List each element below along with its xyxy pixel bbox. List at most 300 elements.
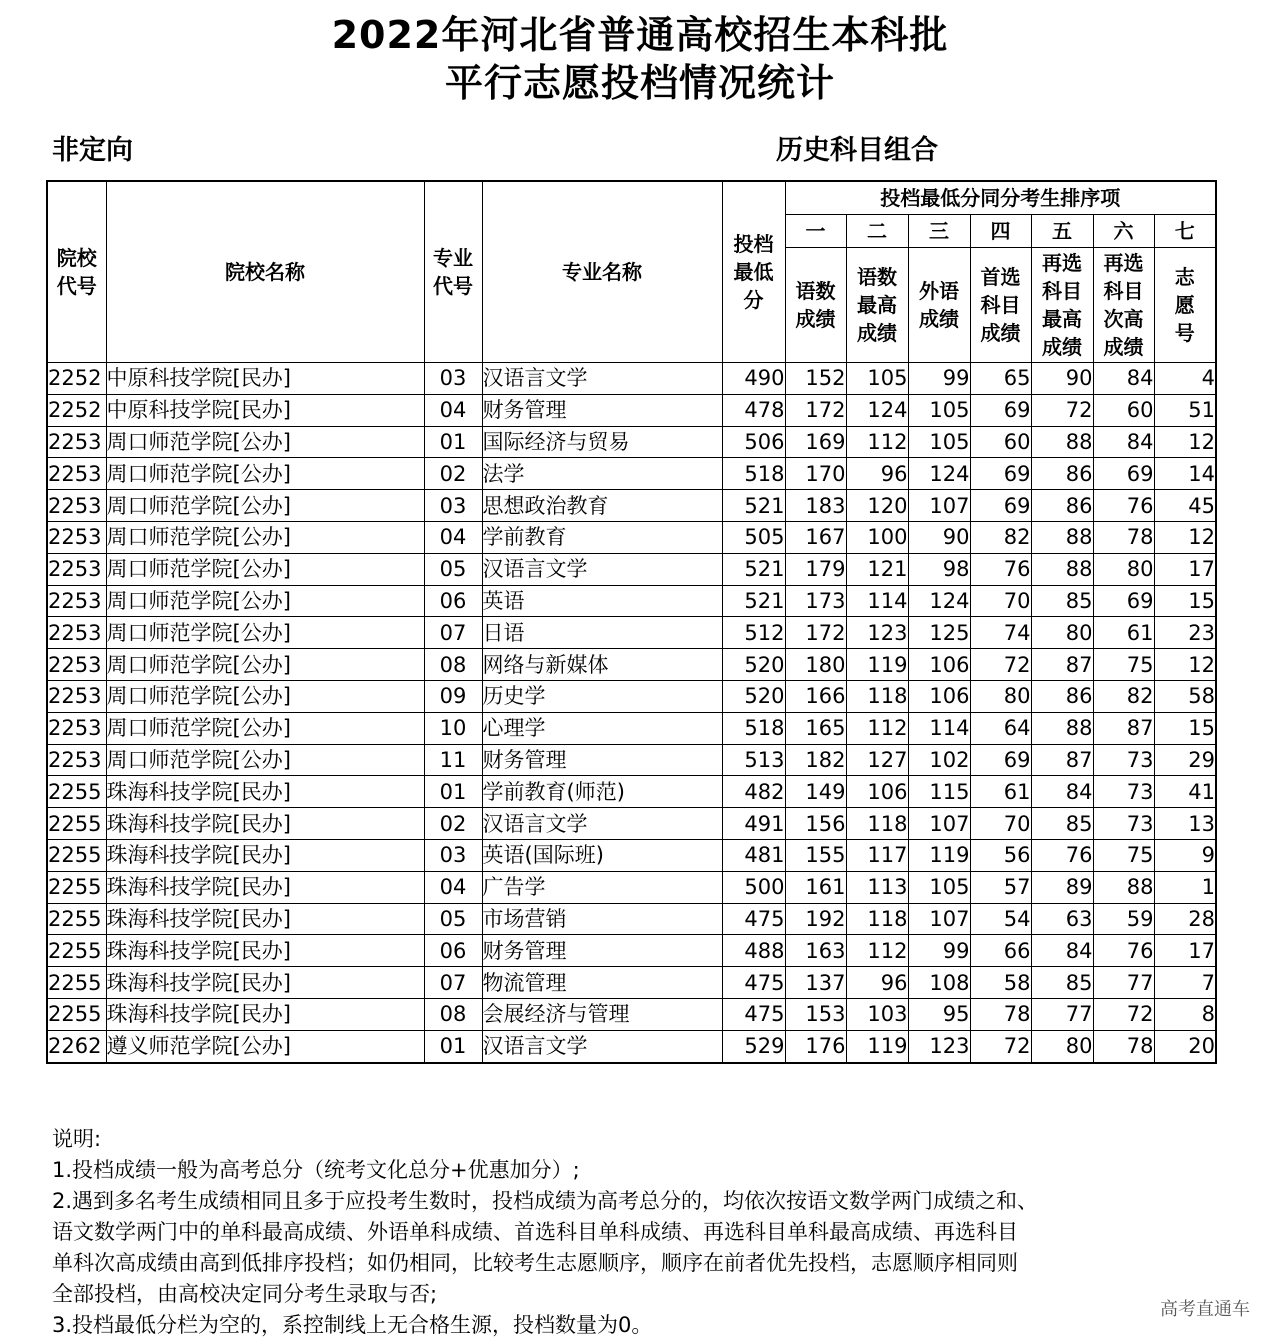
cell-school-code: 2255 — [47, 903, 106, 935]
cell-tiebreak-2: 124 — [846, 394, 908, 426]
cell-tiebreak-7: 12 — [1154, 426, 1216, 458]
cell-min-score: 481 — [722, 839, 785, 871]
cell-tiebreak-2: 118 — [846, 903, 908, 935]
cell-major-name: 汉语言文学 — [482, 808, 722, 840]
cell-tiebreak-7: 23 — [1154, 617, 1216, 649]
header-major-name: 专业名称 — [482, 181, 722, 363]
cell-tiebreak-6: 73 — [1093, 744, 1154, 776]
cell-school-name: 珠海科技学院[民办] — [106, 776, 424, 808]
cell-school-name: 遵义师范学院[公办] — [106, 1030, 424, 1062]
header-ordinal: 二 — [846, 215, 908, 248]
cell-min-score: 488 — [722, 935, 785, 967]
cell-tiebreak-4: 74 — [970, 617, 1031, 649]
cell-tiebreak-1: 156 — [785, 808, 846, 840]
cell-tiebreak-2: 119 — [846, 649, 908, 681]
header-school-code — [47, 181, 106, 363]
cell-major-code: 08 — [424, 998, 482, 1030]
cell-school-code: 2253 — [47, 490, 106, 522]
cell-tiebreak-7: 51 — [1154, 394, 1216, 426]
cell-tiebreak-6: 80 — [1093, 553, 1154, 585]
cell-tiebreak-2: 112 — [846, 935, 908, 967]
cell-major-code: 03 — [424, 839, 482, 871]
cell-tiebreak-1: 183 — [785, 490, 846, 522]
title-line-2: 平行志愿投档情况统计 — [444, 61, 835, 105]
cell-tiebreak-7: 15 — [1154, 585, 1216, 617]
cell-tiebreak-6: 75 — [1093, 649, 1154, 681]
cell-tiebreak-3: 123 — [908, 1030, 970, 1062]
cell-major-code: 02 — [424, 458, 482, 490]
cell-tiebreak-7: 29 — [1154, 744, 1216, 776]
cell-min-score: 512 — [722, 617, 785, 649]
cell-min-score: 521 — [722, 553, 785, 585]
table-row — [47, 585, 1216, 617]
cell-min-score: 520 — [722, 680, 785, 712]
header-school-code-text: 院校代号 — [56, 246, 97, 298]
cell-school-name: 周口师范学院[公办] — [106, 490, 424, 522]
cell-major-code: 08 — [424, 649, 482, 681]
cell-major-name: 日语 — [482, 617, 722, 649]
cell-school-name: 中原科技学院[民办] — [106, 394, 424, 426]
table-row — [47, 935, 1216, 967]
cell-tiebreak-5: 87 — [1031, 744, 1093, 776]
cell-school-code: 2253 — [47, 712, 106, 744]
cell-tiebreak-3: 119 — [908, 839, 970, 871]
cell-tiebreak-7: 9 — [1154, 839, 1216, 871]
cell-tiebreak-4: 65 — [970, 363, 1031, 395]
note-line: 1.投档成绩一般为高考总分（统考文化总分+优惠加分）; — [52, 1158, 580, 1182]
cell-tiebreak-4: 57 — [970, 871, 1031, 903]
table-row — [47, 617, 1216, 649]
cell-tiebreak-5: 89 — [1031, 871, 1093, 903]
cell-tiebreak-1: 149 — [785, 776, 846, 808]
cell-tiebreak-3: 102 — [908, 744, 970, 776]
cell-school-name: 周口师范学院[公办] — [106, 585, 424, 617]
cell-school-code: 2255 — [47, 839, 106, 871]
cell-school-name: 珠海科技学院[民办] — [106, 998, 424, 1030]
cell-tiebreak-6: 69 — [1093, 585, 1154, 617]
cell-tiebreak-4: 66 — [970, 935, 1031, 967]
cell-tiebreak-7: 58 — [1154, 680, 1216, 712]
cell-school-name: 周口师范学院[公办] — [106, 553, 424, 585]
cell-tiebreak-2: 120 — [846, 490, 908, 522]
cell-major-code: 05 — [424, 903, 482, 935]
cell-tiebreak-5: 85 — [1031, 585, 1093, 617]
cell-tiebreak-3: 125 — [908, 617, 970, 649]
table-row — [47, 744, 1216, 776]
cell-tiebreak-1: 182 — [785, 744, 846, 776]
cell-tiebreak-2: 119 — [846, 1030, 908, 1062]
notes — [52, 1124, 1232, 1341]
cell-tiebreak-4: 58 — [970, 967, 1031, 999]
cell-school-name: 周口师范学院[公办] — [106, 426, 424, 458]
cell-school-name: 周口师范学院[公办] — [106, 458, 424, 490]
cell-min-score: 475 — [722, 903, 785, 935]
header-tiebreak-item — [908, 248, 970, 363]
cell-tiebreak-4: 76 — [970, 553, 1031, 585]
cell-tiebreak-2: 112 — [846, 712, 908, 744]
cell-school-name: 周口师范学院[公办] — [106, 680, 424, 712]
cell-tiebreak-6: 61 — [1093, 617, 1154, 649]
cell-major-code: 01 — [424, 1030, 482, 1062]
cell-tiebreak-2: 112 — [846, 426, 908, 458]
cell-major-code: 03 — [424, 363, 482, 395]
cell-tiebreak-6: 77 — [1093, 967, 1154, 999]
cell-tiebreak-2: 117 — [846, 839, 908, 871]
table-row — [47, 1030, 1216, 1062]
title-line-1: 2022年河北省普通高校招生本科批 — [331, 13, 949, 57]
cell-major-name: 心理学 — [482, 712, 722, 744]
header-school-name: 院校名称 — [106, 181, 424, 363]
cell-tiebreak-5: 87 — [1031, 649, 1093, 681]
cell-tiebreak-3: 107 — [908, 490, 970, 522]
table-row — [47, 808, 1216, 840]
cell-major-code: 01 — [424, 776, 482, 808]
cell-tiebreak-1: 170 — [785, 458, 846, 490]
cell-tiebreak-1: 167 — [785, 521, 846, 553]
cell-school-code: 2252 — [47, 394, 106, 426]
cell-major-name: 财务管理 — [482, 935, 722, 967]
cell-min-score: 505 — [722, 521, 785, 553]
cell-major-code: 06 — [424, 585, 482, 617]
cell-school-name: 珠海科技学院[民办] — [106, 839, 424, 871]
cell-school-code: 2253 — [47, 521, 106, 553]
cell-min-score: 520 — [722, 649, 785, 681]
cell-tiebreak-6: 88 — [1093, 871, 1154, 903]
cell-tiebreak-6: 87 — [1093, 712, 1154, 744]
header-tiebreak-item — [1154, 248, 1216, 363]
table-row — [47, 871, 1216, 903]
cell-school-code: 2253 — [47, 585, 106, 617]
cell-school-name: 周口师范学院[公办] — [106, 521, 424, 553]
table-row — [47, 458, 1216, 490]
cell-tiebreak-4: 80 — [970, 680, 1031, 712]
cell-tiebreak-6: 73 — [1093, 808, 1154, 840]
cell-min-score: 521 — [722, 490, 785, 522]
cell-tiebreak-2: 96 — [846, 458, 908, 490]
cell-tiebreak-3: 124 — [908, 585, 970, 617]
cell-school-code: 2253 — [47, 553, 106, 585]
cell-tiebreak-2: 127 — [846, 744, 908, 776]
table-row — [47, 680, 1216, 712]
cell-tiebreak-3: 98 — [908, 553, 970, 585]
note-line: 语文数学两门中的单科最高成绩、外语单科成绩、首选科目单科成绩、再选科目单科最高成绩、再选科目 — [52, 1220, 1018, 1244]
cell-min-score: 506 — [722, 426, 785, 458]
cell-tiebreak-1: 166 — [785, 680, 846, 712]
cell-tiebreak-5: 88 — [1031, 521, 1093, 553]
table-row — [47, 363, 1216, 395]
table-row — [47, 839, 1216, 871]
cell-tiebreak-2: 114 — [846, 585, 908, 617]
cell-school-code: 2253 — [47, 617, 106, 649]
cell-tiebreak-6: 82 — [1093, 680, 1154, 712]
cell-tiebreak-1: 180 — [785, 649, 846, 681]
table-body — [47, 363, 1216, 1063]
cell-major-code: 10 — [424, 712, 482, 744]
cell-tiebreak-4: 78 — [970, 998, 1031, 1030]
cell-major-name: 广告学 — [482, 871, 722, 903]
cell-tiebreak-3: 90 — [908, 521, 970, 553]
cell-min-score: 518 — [722, 458, 785, 490]
cell-major-name: 财务管理 — [482, 744, 722, 776]
cell-tiebreak-5: 76 — [1031, 839, 1093, 871]
cell-min-score: 521 — [722, 585, 785, 617]
cell-tiebreak-6: 78 — [1093, 521, 1154, 553]
cell-major-name: 思想政治教育 — [482, 490, 722, 522]
cell-major-code: 04 — [424, 871, 482, 903]
notes-heading: 说明: — [52, 1127, 102, 1151]
header-tiebreak-item — [970, 248, 1031, 363]
cell-tiebreak-7: 17 — [1154, 935, 1216, 967]
cell-tiebreak-3: 107 — [908, 903, 970, 935]
cell-tiebreak-4: 56 — [970, 839, 1031, 871]
cell-tiebreak-4: 61 — [970, 776, 1031, 808]
watermark: 高考直通车 — [1160, 1299, 1250, 1320]
cell-school-code: 2252 — [47, 363, 106, 395]
header-major-code-text: 专业代号 — [433, 246, 473, 298]
cell-school-name: 珠海科技学院[民办] — [106, 808, 424, 840]
header-tiebreak-item — [1093, 248, 1154, 363]
cell-major-code: 07 — [424, 617, 482, 649]
cell-tiebreak-3: 107 — [908, 808, 970, 840]
header-tiebreak-item-text: 语数成绩 — [795, 279, 836, 331]
cell-min-score: 475 — [722, 967, 785, 999]
cell-school-name: 珠海科技学院[民办] — [106, 935, 424, 967]
cell-tiebreak-7: 15 — [1154, 712, 1216, 744]
cell-tiebreak-7: 17 — [1154, 553, 1216, 585]
cell-major-code: 07 — [424, 967, 482, 999]
cell-min-score: 529 — [722, 1030, 785, 1062]
header-tiebreak-item-text: 语数最高成绩 — [857, 265, 897, 345]
cell-tiebreak-4: 70 — [970, 585, 1031, 617]
cell-tiebreak-3: 99 — [908, 363, 970, 395]
cell-tiebreak-3: 105 — [908, 394, 970, 426]
cell-major-code: 04 — [424, 521, 482, 553]
cell-school-code: 2253 — [47, 649, 106, 681]
cell-tiebreak-5: 86 — [1031, 458, 1093, 490]
table-row — [47, 712, 1216, 744]
header-tiebreak-item-text: 再选科目最高成绩 — [1042, 251, 1082, 359]
cell-tiebreak-2: 121 — [846, 553, 908, 585]
cell-tiebreak-7: 13 — [1154, 808, 1216, 840]
cell-school-code: 2255 — [47, 808, 106, 840]
cell-school-name: 周口师范学院[公办] — [106, 649, 424, 681]
cell-tiebreak-7: 1 — [1154, 871, 1216, 903]
cell-tiebreak-6: 84 — [1093, 426, 1154, 458]
cell-tiebreak-6: 84 — [1093, 363, 1154, 395]
cell-tiebreak-5: 88 — [1031, 712, 1093, 744]
cell-tiebreak-2: 103 — [846, 998, 908, 1030]
cell-major-name: 法学 — [482, 458, 722, 490]
cell-tiebreak-1: 137 — [785, 967, 846, 999]
cell-tiebreak-3: 124 — [908, 458, 970, 490]
cell-tiebreak-1: 176 — [785, 1030, 846, 1062]
cell-tiebreak-5: 88 — [1031, 426, 1093, 458]
header-ordinal: 五 — [1031, 215, 1093, 248]
cell-major-name: 学前教育(师范) — [482, 776, 722, 808]
cell-tiebreak-1: 172 — [785, 617, 846, 649]
note-line: 单科次高成绩由高到低排序投档；如仍相同，比较考生志愿顺序，顺序在前者优先投档，志愿顺序相同则 — [52, 1251, 1018, 1275]
table-row — [47, 649, 1216, 681]
table-row — [47, 967, 1216, 999]
cell-school-name: 珠海科技学院[民办] — [106, 967, 424, 999]
table-row — [47, 776, 1216, 808]
cell-major-code: 09 — [424, 680, 482, 712]
cell-tiebreak-5: 80 — [1031, 1030, 1093, 1062]
table-row — [47, 490, 1216, 522]
cell-major-name: 历史学 — [482, 680, 722, 712]
cell-tiebreak-3: 105 — [908, 871, 970, 903]
cell-tiebreak-7: 8 — [1154, 998, 1216, 1030]
header-tiebreak-item-text: 再选科目次高成绩 — [1103, 251, 1144, 359]
cell-school-code: 2253 — [47, 458, 106, 490]
cell-school-name: 周口师范学院[公办] — [106, 744, 424, 776]
cell-tiebreak-6: 73 — [1093, 776, 1154, 808]
cell-tiebreak-2: 100 — [846, 521, 908, 553]
cell-tiebreak-5: 88 — [1031, 553, 1093, 585]
cell-tiebreak-2: 106 — [846, 776, 908, 808]
cell-major-name: 网络与新媒体 — [482, 649, 722, 681]
cell-tiebreak-5: 84 — [1031, 935, 1093, 967]
cell-tiebreak-3: 106 — [908, 680, 970, 712]
cell-min-score: 513 — [722, 744, 785, 776]
cell-major-code: 03 — [424, 490, 482, 522]
cell-school-code: 2255 — [47, 776, 106, 808]
cell-major-code: 05 — [424, 553, 482, 585]
cell-tiebreak-7: 28 — [1154, 903, 1216, 935]
cell-school-name: 周口师范学院[公办] — [106, 712, 424, 744]
cell-tiebreak-6: 75 — [1093, 839, 1154, 871]
header-tiebreak-item-text: 志愿号 — [1174, 265, 1195, 345]
table-row — [47, 998, 1216, 1030]
cell-min-score: 482 — [722, 776, 785, 808]
cell-tiebreak-6: 60 — [1093, 394, 1154, 426]
cell-min-score: 490 — [722, 363, 785, 395]
note-line: 3.投档最低分栏为空的，系控制线上无合格生源，投档数量为0。 — [52, 1313, 653, 1337]
cell-tiebreak-7: 14 — [1154, 458, 1216, 490]
cell-tiebreak-5: 85 — [1031, 967, 1093, 999]
cell-min-score: 500 — [722, 871, 785, 903]
cell-tiebreak-3: 95 — [908, 998, 970, 1030]
subtitle-right: 历史科目组合 — [776, 135, 938, 166]
cell-tiebreak-1: 153 — [785, 998, 846, 1030]
cell-tiebreak-1: 161 — [785, 871, 846, 903]
cell-tiebreak-2: 105 — [846, 363, 908, 395]
cell-tiebreak-6: 78 — [1093, 1030, 1154, 1062]
header-major-code — [424, 181, 482, 363]
cell-tiebreak-6: 76 — [1093, 935, 1154, 967]
cell-major-name: 汉语言文学 — [482, 1030, 722, 1062]
table-row — [47, 903, 1216, 935]
cell-major-code: 01 — [424, 426, 482, 458]
table-row — [47, 426, 1216, 458]
table-row — [47, 394, 1216, 426]
cell-tiebreak-1: 155 — [785, 839, 846, 871]
cell-tiebreak-2: 118 — [846, 680, 908, 712]
cell-tiebreak-3: 105 — [908, 426, 970, 458]
cell-major-name: 财务管理 — [482, 394, 722, 426]
header-tiebreak-item-text: 外语成绩 — [919, 279, 959, 331]
cell-tiebreak-5: 86 — [1031, 490, 1093, 522]
cell-school-name: 珠海科技学院[民办] — [106, 871, 424, 903]
cell-school-code: 2253 — [47, 426, 106, 458]
cell-tiebreak-4: 54 — [970, 903, 1031, 935]
cell-tiebreak-2: 123 — [846, 617, 908, 649]
note-line: 全部投档，由高校决定同分考生录取与否; — [52, 1282, 438, 1306]
cell-tiebreak-5: 77 — [1031, 998, 1093, 1030]
cell-tiebreak-4: 70 — [970, 808, 1031, 840]
cell-tiebreak-1: 179 — [785, 553, 846, 585]
cell-tiebreak-1: 173 — [785, 585, 846, 617]
cell-tiebreak-7: 4 — [1154, 363, 1216, 395]
cell-major-code: 04 — [424, 394, 482, 426]
cell-school-name: 珠海科技学院[民办] — [106, 903, 424, 935]
header-tiebreak-item — [846, 248, 908, 363]
cell-tiebreak-1: 192 — [785, 903, 846, 935]
cell-major-name: 物流管理 — [482, 967, 722, 999]
header-min-score-text: 投档最低分 — [733, 232, 774, 312]
cell-major-name: 英语(国际班) — [482, 839, 722, 871]
cell-major-name: 学前教育 — [482, 521, 722, 553]
cell-tiebreak-3: 106 — [908, 649, 970, 681]
header-min-score — [722, 181, 785, 363]
cell-tiebreak-2: 118 — [846, 808, 908, 840]
cell-tiebreak-1: 172 — [785, 394, 846, 426]
note-line: 2.遇到多名考生成绩相同且多于应投考生数时，投档成绩为高考总分的，均依次按语文数学两门成绩之和、 — [52, 1189, 1039, 1213]
cell-tiebreak-4: 69 — [970, 458, 1031, 490]
table-row — [47, 521, 1216, 553]
cell-school-code: 2262 — [47, 1030, 106, 1062]
cell-tiebreak-4: 69 — [970, 394, 1031, 426]
cell-min-score: 475 — [722, 998, 785, 1030]
cell-tiebreak-4: 69 — [970, 490, 1031, 522]
cell-school-code: 2255 — [47, 935, 106, 967]
cell-tiebreak-5: 72 — [1031, 394, 1093, 426]
cell-major-name: 汉语言文学 — [482, 553, 722, 585]
cell-tiebreak-5: 90 — [1031, 363, 1093, 395]
header-ordinal: 四 — [970, 215, 1031, 248]
cell-tiebreak-7: 7 — [1154, 967, 1216, 999]
cell-min-score: 518 — [722, 712, 785, 744]
cell-school-name: 中原科技学院[民办] — [106, 363, 424, 395]
header-ordinal: 一 — [785, 215, 846, 248]
cell-min-score: 491 — [722, 808, 785, 840]
cell-tiebreak-5: 86 — [1031, 680, 1093, 712]
cell-school-name: 周口师范学院[公办] — [106, 617, 424, 649]
cell-major-name: 国际经济与贸易 — [482, 426, 722, 458]
cell-major-name: 汉语言文学 — [482, 363, 722, 395]
cell-major-code: 06 — [424, 935, 482, 967]
cell-school-code: 2255 — [47, 967, 106, 999]
cell-tiebreak-5: 85 — [1031, 808, 1093, 840]
header-ordinal: 三 — [908, 215, 970, 248]
cell-tiebreak-6: 72 — [1093, 998, 1154, 1030]
cell-tiebreak-1: 169 — [785, 426, 846, 458]
header-tiebreak-item — [785, 248, 846, 363]
cell-tiebreak-7: 20 — [1154, 1030, 1216, 1062]
cell-major-name: 英语 — [482, 585, 722, 617]
cell-tiebreak-4: 69 — [970, 744, 1031, 776]
cell-tiebreak-5: 63 — [1031, 903, 1093, 935]
header-tiebreak-item — [1031, 248, 1093, 363]
cell-tiebreak-6: 76 — [1093, 490, 1154, 522]
header-tiebreak-group: 投档最低分同分考生排序项 — [785, 181, 1216, 215]
cell-tiebreak-3: 115 — [908, 776, 970, 808]
cell-tiebreak-3: 108 — [908, 967, 970, 999]
table-row — [47, 553, 1216, 585]
cell-tiebreak-1: 152 — [785, 363, 846, 395]
cell-major-code: 11 — [424, 744, 482, 776]
admission-table — [46, 180, 1217, 1064]
